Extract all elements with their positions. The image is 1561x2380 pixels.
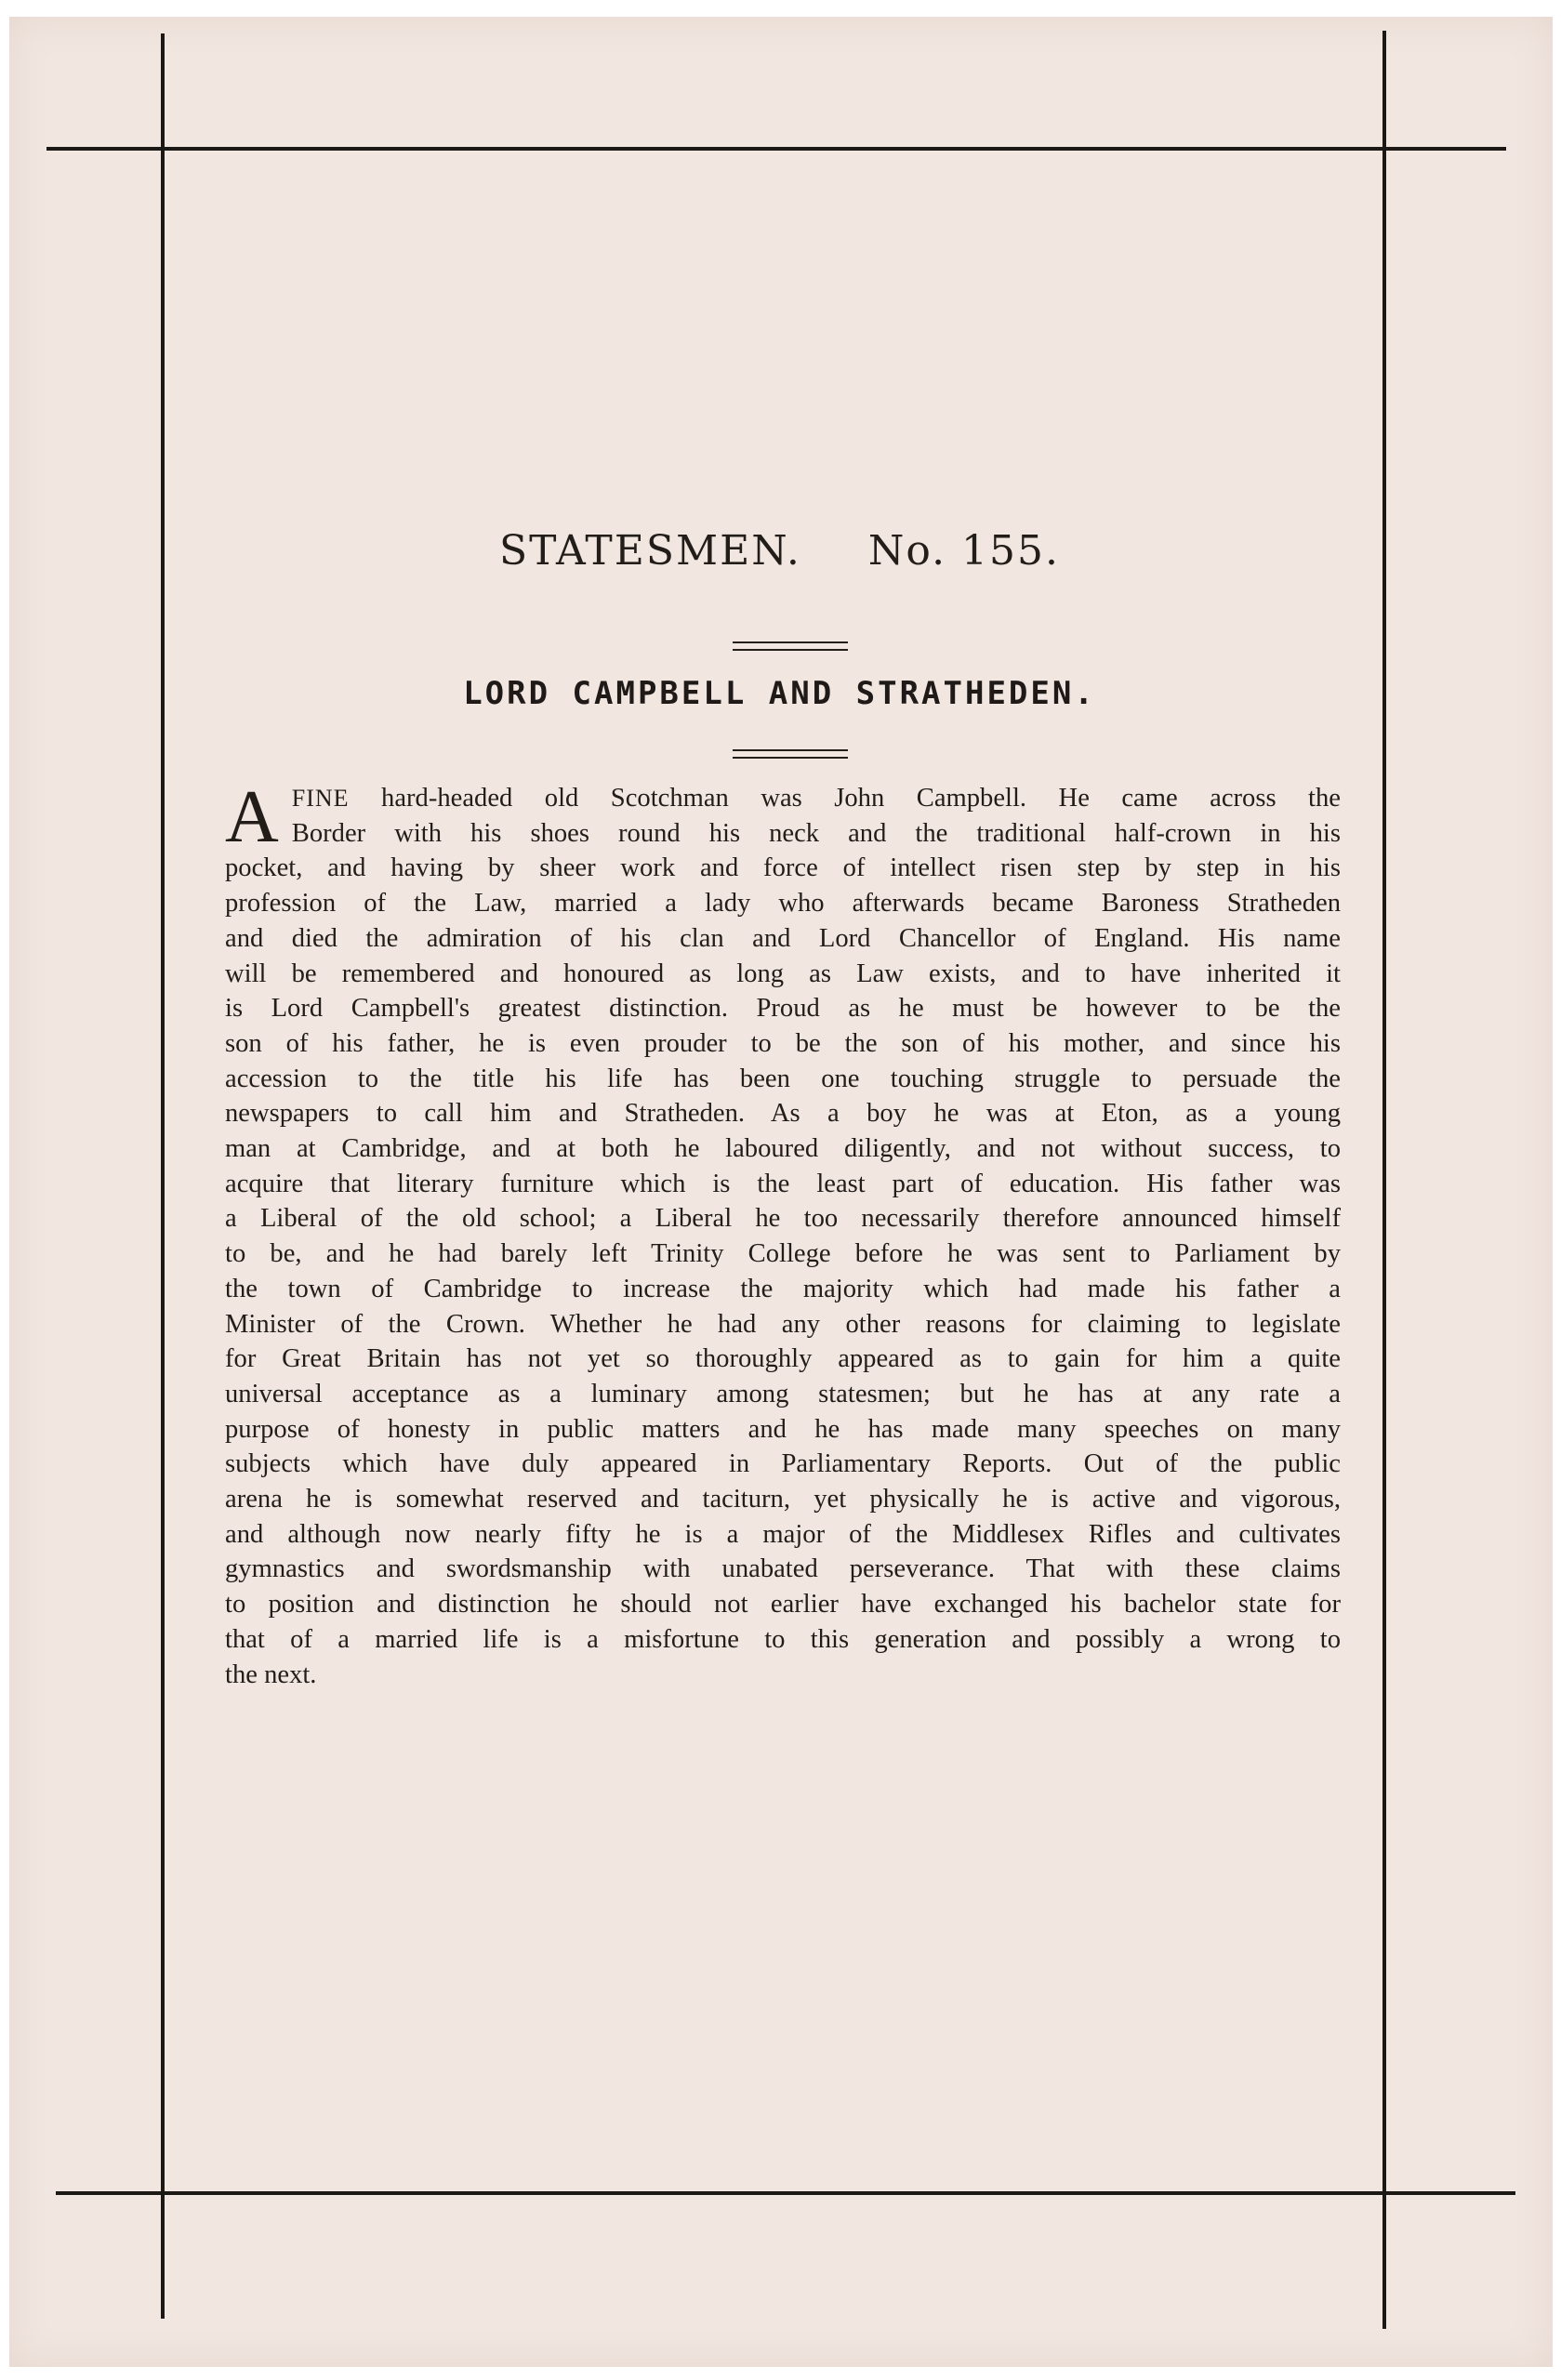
body-line: Minister of the Crown. Whether he had any other reasons for claiming to legislate <box>225 1309 1341 1339</box>
ornamental-double-rule <box>733 641 848 651</box>
body-line: to be, and he had barely left Trinity College before he was sent to Parliament by <box>225 1239 1341 1269</box>
body-line: universal acceptance as a luminary among statesmen; but he has at any rate a <box>225 1379 1341 1408</box>
series-heading <box>177 509 1382 593</box>
body-line: newspapers to call him and Stratheden. As a boy he was at Eton, as a young <box>225 1099 1341 1129</box>
border-rule-left <box>161 33 165 2319</box>
page-sheet <box>9 17 1553 2367</box>
body-line: son of his father, he is even prouder to be the son of his mother, and since his <box>225 1028 1341 1058</box>
body-line: purpose of honesty in public matters and he has made many speeches on many <box>225 1414 1341 1444</box>
article-body <box>225 776 1341 1692</box>
body-line: man at Cambridge, and at both he laboured diligently, and not without success, to <box>225 1134 1341 1164</box>
opening-word: FINE <box>291 785 350 812</box>
border-rule-top <box>46 147 1506 151</box>
body-line: and although now nearly fifty he is a major of the Middlesex Rifles and cultivates <box>225 1519 1341 1549</box>
body-line: to position and distinction he should not earlier have exchanged his bachelor state for <box>225 1590 1341 1620</box>
body-line: accession to the title his life has been one touching struggle to persuade the <box>225 1064 1341 1093</box>
body-line: will be remembered and honoured as long as Law exists, and to have inherited it <box>225 959 1341 988</box>
body-line: FINE hard-headed old Scotchman was John Campbell. He came across the <box>291 784 1341 813</box>
body-line: gymnastics and swordsmanship with unabated perseverance. That with these claims <box>225 1554 1341 1584</box>
body-line: that of a married life is a misfortune to this generation and possibly a wrong to <box>225 1624 1341 1654</box>
body-line: a Liberal of the old school; a Liberal he too necessarily therefore announced himself <box>225 1204 1341 1234</box>
series-number: No. 155. <box>867 527 1061 575</box>
body-line: profession of the Law, married a lady who afterwards became Baroness Stratheden <box>225 889 1341 919</box>
body-line: the town of Cambridge to increase the majority which had made his father a <box>225 1274 1341 1303</box>
body-line: for Great Britain has not yet so thoroughly appeared as to gain for him a quite <box>225 1344 1341 1374</box>
drop-cap: A <box>225 776 279 858</box>
body-line: is Lord Campbell's greatest distinction. Proud as he must be however to be the <box>225 994 1341 1024</box>
body-line: subjects which have duly appeared in Parliamentary Reports. Out of the public <box>225 1449 1341 1479</box>
body-line: the next. <box>225 1659 317 1689</box>
article-title: LORD CAMPBELL AND STRATHEDEN. <box>463 675 1096 712</box>
body-line: Border with his shoes round his neck and the traditional half-crown in his <box>291 818 1341 848</box>
body-line: pocket, and having by sheer work and force of intellect risen step by step in his <box>225 853 1341 883</box>
border-rule-right <box>1382 31 1386 2329</box>
border-rule-bottom <box>56 2191 1515 2195</box>
ornamental-double-rule <box>733 749 848 759</box>
body-line: arena he is somewhat reserved and taciturn, yet physically he is active and vigorous, <box>225 1485 1341 1514</box>
body-line: and died the admiration of his clan and Lord Chancellor of England. His name <box>225 923 1341 953</box>
series-name: STATESMEN. <box>498 527 801 575</box>
body-line: acquire that literary furniture which is the least part of education. His father was <box>225 1169 1341 1198</box>
series-line <box>177 509 1382 593</box>
